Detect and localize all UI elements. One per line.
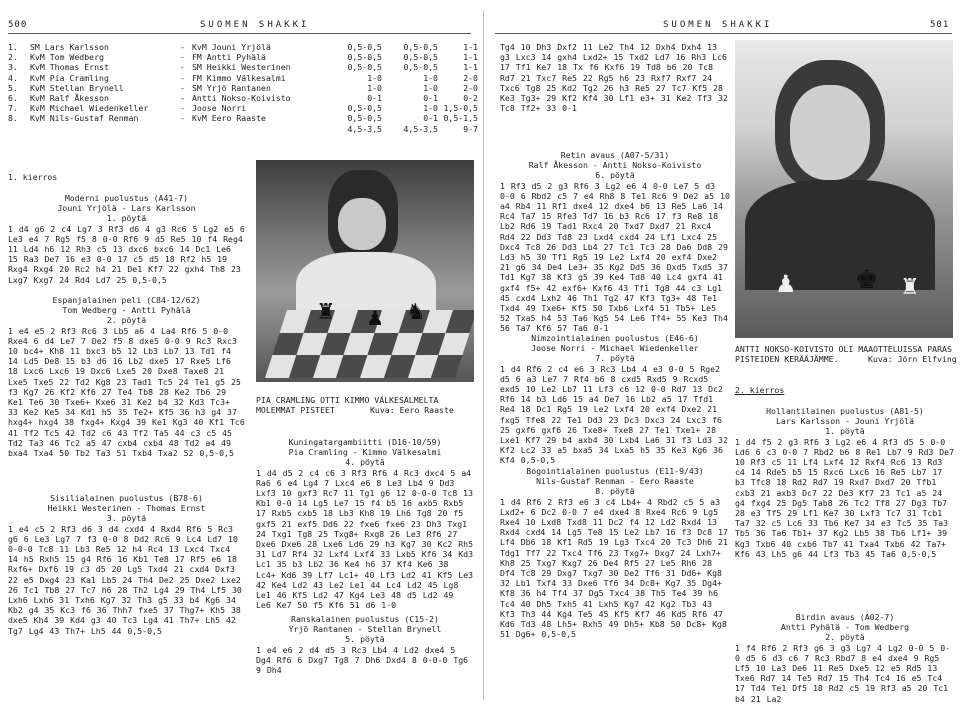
game-title: Hollantilainen puolustus (A81-5) [766,406,924,416]
game-moves: 1 e4 e6 2 d4 d5 3 Rc3 Lb4 4 Ld2 dxe4 5 Dg4 Rf6 6 Dxg7 Tg8 7 Dh6 Dxd4 8 0-0-0 Tg6 9 Dh4 [256,644,469,676]
game-board: 2. pöytä [825,632,865,643]
pairing-separator: - [180,82,185,93]
game-moves: 1 e4 e5 2 Rf3 Rc6 3 Lb5 a6 4 La4 Rf6 5 0-0 Rxe4 6 d4 Le7 7 De2 f5 8 dxe5 0-0 9 Rc3 Rxc3 10 bc4+ Kh8 11 bxc3 b5 12 Lb3 Lb7 13 Td1 f4 14 Ld5 De8 15 b3 d6 16 Lb2 dxe5 17 Rxe5 Lf6 18 Lxc6 Lxc6 19 Dxc6 Lxe5 20 Dxe8 Taxe8 21 Lxe5 Txe5 22 Td2 Kg8 23 Tad1 Tc5 24 Te1 g5 25 f3 Kg7 26 Kf2 Kf6 27 Te4 Tb8 28 Ke2 Tb6 29 Ke1 Te6 30 Txe6+ Kxe6 31 Ke2 b4 32 Kd3 Tc3+ 33 Ke2 Ke5 34 Kd1 h5 35 Te2+ Kf5 36 h3 g4 37 hxg4+ hxg4 38 fxg4+ Kxg4 39 Ke1 Kg3 40 Kf1 Tc6 41 Tf2 Tc5 42 Td2 c6 43 Tf2 Ta5 44 c3 c5 45 Td2 Ta3 46 Tc2 a5 47 cxb4 cxb4 48 Td2 a4 49 bxa4 Txa4 50 Tb2 Ta3 51 Txb4 Txa2 52 0,5-0,5 [8,325,245,459]
pairing-number: 8. [8,113,18,124]
pairing-separator: - [180,52,185,63]
chess-piece-icon: ♚ [855,265,879,295]
pairing-white: KvM Nils-Gustaf Renman [30,113,139,124]
pairing-row [8,62,478,72]
game-board: 6. pöytä [595,170,635,181]
photo-right-credit: Kuva: Jörn Elfving [868,354,957,364]
game-board: 7. pöytä [595,353,635,364]
photo-right-caption: ANTTI NOKSO-KOIVISTO OLI MAAOTTELUISSA PARAS PISTEIDEN KERÄÄJÄMME. [735,344,952,365]
pairing-number: 6. [8,93,18,104]
game-players: Heikki Westerinen - Thomas Ernst [47,503,206,514]
page-number-left: 500 [8,20,28,30]
game-6 [500,150,730,334]
pairing-result-2: 1-0 [423,103,438,114]
pairing-result-2: 1-0 [423,82,438,93]
pairing-white: SM Lars Karlsson [30,42,109,52]
pairing-black: SM Yrjö Rantanen [192,82,271,93]
pairing-total: 2-0 [463,72,478,83]
chess-piece-icon: ♞ [406,300,426,325]
pairing-white: KvM Tom Wedberg [30,52,104,63]
running-title-left: SUOMEN SHAKKI [200,20,310,30]
pairing-total: 1,5-0,5 [443,103,478,114]
pairing-result-2: 0,5-0,5 [403,52,438,63]
game-title: Nimzointialainen puolustus (E46-6) [531,333,699,343]
game-board: 4. pöytä [345,457,385,468]
totals-total: 9-7 [463,123,478,134]
pairing-white: KvM Thomas Ernst [30,62,109,73]
game-moves: 1 e4 c5 2 Rf3 d6 3 d4 cxd4 4 Rxd4 Rf6 5 Rc3 g6 6 Le3 Lg7 7 f3 0-0 8 Dd2 Rc6 9 Lc4 Ld7 10 0-0-0 Tc8 11 Lb3 Re5 12 h4 Rc4 13 Lxc4 Txc4 14 h5 Rxh5 15 g4 Rf6 16 Kb1 Te8 17 Rf5 e6 18 Rxf6+ Dxf6 19 c3 d5 20 Lg5 Txd4 21 cxd4 Dxf3 22 e5 Dxg4 23 Ka1 Lb5 24 Th4 De2 25 Dxe2 Lxe2 26 Tc1 Tb8 27 Tc7 h6 28 Th2 Lg4 29 Th4 Lf5 30 Lxh6 Lxh6 31 Txh6 Kg7 32 Th3 g5 33 b4 Kg6 34 Kb2 g4 35 Kc3 f6 36 Thh7 fxe5 37 Thg7+ Kh5 38 dxe5 Kh4 39 Kd4 g3 40 Tc3 Lg4 41 Th7+ Lh5 42 Tg7 Lg4 43 Th7+ Lh5 44 0,5-0,5 [8,523,242,636]
round-1-label: 1. kierros [8,172,58,182]
game-players: Lars Karlsson - Jouni Yrjölä [775,416,915,427]
chess-piece-icon: ♟ [366,306,384,330]
pairing-total: 1-1 [463,62,478,73]
pairing-black: KvM Jouni Yrjölä [192,42,271,52]
photo-left-caption: PIA CRAMLING OTTI KIMMO VÄLKESALMELTA MOLEMMAT PISTEET [256,395,439,416]
totals-result-1: 4,5-3,5 [347,123,382,134]
pairing-result-1: 0,5-0,5 [347,62,382,73]
game-title: Kuningatargambiitti (D16-10/59) [288,437,442,447]
pairing-separator: - [180,93,185,104]
pairing-total: 2-0 [463,82,478,93]
gutter [483,10,484,700]
pairing-number: 7. [8,103,18,114]
game-players: Joose Norri - Michael Wiedenkeller [531,343,699,354]
pairing-result-2: 0,5-0,5 [403,42,438,52]
game-2 [8,295,245,458]
game-title: Retin avaus (A07-5/31) [560,150,670,160]
pairing-result-2: 0,5-0,5 [403,62,438,73]
pairing-row [8,113,478,123]
game-5-continued: Tg4 10 Dh3 Dxf2 11 Le2 Th4 12 Dxh4 Dxh4 13 g3 Lxc3 14 gxh4 Lxd2+ 15 Txd2 Ld7 16 Rh3 Lc6 17 Tf1 Ke7 18 Tx f6 Kxf6 19 Td8 b6 20 Tc8 Rd7 21 Txc7 Re5 22 Rg5 h6 23 Rxf7 Rxf7 24 Txc6 Tg8 25 Kd2 Tg2 26 h3 Re5 27 Tc7 Kf5 28 Ke3 Tg3+ 29 Kf2 Kf4 30 Lf1 e3+ 31 Ke2 Tf3 32 Tc8 Tf2+ 33 0-1 [500,42,728,114]
game-players: Jouni Yrjölä - Lars Karlsson [57,203,196,214]
game-8 [500,466,730,639]
pairing-result-2: 0-1 [423,113,438,124]
chess-piece-icon: ♜ [900,275,920,300]
pairing-black: SM Heikki Westerinen [192,62,291,73]
pairing-result-1: 0,5-0,5 [347,103,382,114]
game-players: Ralf Åkesson - Antti Nokso-Koivisto [528,160,702,171]
game-board: 1. pöytä [106,213,147,224]
game-moves: 1 d4 Rf6 2 c4 e6 3 Rc3 Lb4 4 e3 0-0 5 Rge2 d5 6 a3 Le7 7 Rf4 b6 8 cxd5 Rxd5 9 Rcxd5 exd5 10 Le2 Lb7 11 Lf3 c6 12 0-0 Rd7 13 Dc2 Rf6 14 b3 Ld6 15 a4 De7 16 Lb2 a5 17 Tfd1 Re4 18 Dc1 Rg5 19 Le2 Lxf4 20 exf4 Dxe2 21 fxg5 Tfe8 22 Te1 Dd3 23 Dc3 Dxc3 24 Lxc3 f6 25 gxf6 gxf6 26 Txe8+ Txe8 27 Te1 Txe1+ 28 Lxe1 Kf7 29 b4 axb4 30 Lxb4 La6 31 f3 Ld3 32 Kf2 Lc2 33 a5 bxa5 34 Lxa5 h5 35 Ke3 Kg6 36 Kf4 0,5-0,5 [500,363,728,466]
pairing-row [8,103,478,113]
game-title: Bogointialainen puolustus (E11-9/43) [526,466,704,476]
totals-result-2: 4,5-3,5 [403,123,438,134]
pairing-row [8,73,478,83]
pairing-separator: - [180,42,185,52]
pairing-black: Antti Nokso-Koivisto [192,93,291,104]
game-board: 1. pöytä [825,426,865,437]
header-rule-left [8,33,471,34]
pairing-total: 1-1 [463,42,478,52]
pairing-black: FM Kimmo Välkesalmi [192,72,286,83]
game-board: 5. pöytä [345,634,385,645]
game-players: Nils-Gustaf Renman - Eero Raaste [536,476,694,487]
pairing-white: KvM Ralf Åkesson [30,93,109,104]
pairing-black: Joose Norri [192,103,247,114]
game-title: Ranskalainen puolustus (C15-2) [291,614,439,624]
game-board: 8. pöytä [595,486,635,497]
game-players: Antti Pyhälä - Tom Wedberg [780,622,910,633]
game-3 [8,493,245,636]
game-7 [500,333,730,466]
pairing-number: 4. [8,72,18,83]
photo-left-credit: Kuva: Eero Raaste [370,405,454,415]
pairing-separator: - [180,72,185,83]
pairing-total: 1-1 [463,52,478,63]
page-number-right: 501 [930,20,950,30]
chess-piece-icon: ♟ [775,270,797,298]
game-title: Sisilialainen puolustus (B78-6) [50,493,203,503]
pairings-table [8,42,478,134]
totals-row [8,124,478,134]
pairing-black: FM Antti Pyhälä [192,52,266,63]
round2-game-2 [735,612,955,704]
pairing-result-1: 0,5-0,5 [347,42,382,52]
pairing-result-1: 0-1 [367,93,382,104]
pairing-row [8,42,478,52]
game-moves: 1 d4 f5 2 g3 Rf6 3 Lg2 e6 4 Rf3 d5 5 0-0 Ld6 6 c3 0-0 7 Rbd2 b6 8 Re1 Lb7 9 Rd3 De7 10 Rf3 c5 11 Lf4 Lxf4 12 Rxf4 Rc6 13 Rd3 c4 14 Rde5 b5 15 Rxc6 Lxc6 16 Re5 Lb7 17 b3 Tfc8 18 Rd2 Rd7 19 Rxd7 Dxd7 20 Tfb1 cxb3 21 axb3 Dc7 22 De3 Kf7 23 Tc1 a5 24 g4 fxg4 25 Dg5 Tab8 26 Tc2 Tf8 27 Dg3 Tb7 28 e3 Tf5 29 Lf1 Ke7 30 Lxf3 Tc7 31 Tcb1 Ta7 32 c5 Lc6 33 Tb6 Ke7 34 e3 Tc5 35 Ta3 Tb5 36 Ta6 Tb1+ 37 Kg2 Lb5 38 Tb6 Lf1+ 39 Kg3 Txb6 40 cxb6 Tb7 41 Txa4 Txb6 42 Ta7+ Kf6 43 Lh5 g6 44 Lf3 Tb3 45 Ta6 0,5-0,5 [735,436,955,559]
pairing-number: 3. [8,62,18,73]
pairing-separator: - [180,113,185,124]
game-moves: 1 f4 Rf6 2 Rf3 g6 3 g3 Lg7 4 Lg2 0-0 5 0-0 d5 6 d3 c6 7 Rc3 Rbd7 8 e4 dxe4 9 Rg5 Lf5 10 La3 De6 11 Re5 Dxe5 12 e5 Rd5 13 Txe6 Rd7 14 Te5 Rd7 15 Th4 Tc4 16 e5 Tc4 17 Td4 Te1 Df5 18 Rd2 c5 19 Rf3 a5 20 Tc1 b4 21 La2 [735,642,951,704]
pairing-total: 0-2 [463,93,478,104]
game-moves: 1 d4 d5 2 c4 c6 3 Rf3 Rf6 4 Rc3 dxc4 5 a4 Ra6 6 e4 Lg4 7 Lxc4 e6 8 Le3 Lb4 9 Dd3 Lxf3 10 gxf3 Rc7 11 Tg1 g6 12 0-0-0 Tc8 13 Kb1 0-0 14 Lg5 Le7 15 f4 b5 16 axb5 Rxb5 17 Rxb5 cxb5 18 Lb3 Kh8 19 Lh6 Tg8 20 f5 gxf5 21 exf5 Dd6 22 fxe6 fxe6 23 Dh3 Txg1 24 Txg1 Tg8 25 Txg8+ Rxg8 26 Le3 Rf6 27 Dxe6 Dxe6 28 Lxe6 Ld6 29 h3 Kg7 30 Kc2 Rh5 31 Ld7 Rf4 32 Lxf4 Lxf4 33 Lxb5 Kf6 34 Kd3 Lc1 35 b3 Lb2 36 Ke4 h6 37 Kf4 Ke6 38 Lc4+ Kd6 39 Lf7 Lc1+ 40 Lf3 Ld2 41 Kf5 Le3 42 Ke4 Ld2 43 Le2 Le1 44 Lc4 Ld2 45 Lg8 Le1 46 Kf5 Ld2 47 Kg4 Le3 48 d5 Ld2 49 Le6 Ke7 50 f5 Kf6 51 d6 1-0 [256,467,474,611]
pairing-row [8,83,478,93]
game-5 [256,614,474,675]
game-title: Birdin avaus (A02-7) [795,612,895,622]
pairing-result-1: 1-0 [367,82,382,93]
pairing-white: KvM Stellan Brynell [30,82,124,93]
game-players: Pia Cramling - Kimmo Välkesalmi [288,447,442,458]
photo-nokso-koivisto [735,40,953,338]
pairing-result-2: 0-1 [423,93,438,104]
game-title: Espanjalainen peli (C84-12/62) [52,295,201,305]
pairing-separator: - [180,103,185,114]
game-4 [256,437,474,610]
pairing-black: KvM Eero Raaste [192,113,266,124]
game-1 [8,193,245,285]
pairing-row [8,93,478,103]
round-2-label: 2. kierros [735,385,785,395]
pairing-result-1: 0,5-0,5 [347,52,382,63]
game-board: 3. pöytä [106,513,147,524]
pairing-result-2: 1-0 [423,72,438,83]
game-players: Tom Wedberg - Antti Pyhälä [62,305,191,316]
pairing-white: KvM Pia Cramling [30,72,109,83]
pairing-separator: - [180,62,185,73]
game-moves: 1 d4 Rf6 2 Rf3 e6 3 c4 Lb4+ 4 Rbd2 c5 5 a3 Lxd2+ 6 Dc2 0-0 7 e4 dxe4 8 Rxe4 Rc6 9 Lg5 Rxe4 10 Lxd8 Txd8 11 Dc2 f4 12 Ld2 Rxd4 13 Rxd4 cxd4 14 Lg5 Te8 15 Le2 Lb7 16 f3 Dc8 17 Lf4 Db6 18 Kf1 Rd5 19 Lg3 Txc4 20 Tc3 Dh6 21 Tdg1 Tf7 22 Txc4 Tf6 23 Txg7+ Dxg7 24 Lxh7+ Kh8 25 Txg7 Kxg7 26 De4 Rf5 27 Le5 Rh6 28 Df4 Tc8 29 Dxg7 Txg7 30 De2 Tf6 31 Dd6+ Kg8 32 Lb1 Txf4 33 Dxe6 Tf6 34 Dc8+ Kg7 35 Dg4+ Kf8 36 h4 Tf4 37 Dg5 Txc4 38 Th5 Te4 39 h6 Tc4 40 Dh5 Txh5 41 Lxh5 Kg7 42 Kg2 Tb3 43 Kf3 Th3 44 Kg4 Te5 45 Kf5 Kf7 46 Kd5 Rf6 47 Kd6 Td3 48 Lh5+ Rxh5 49 Dh5+ Kb8 50 Dc8+ Kg8 51 Dg6+ 0,5-0,5 [500,496,728,640]
game-players: Yrjö Rantanen - Stellan Brynell [288,624,442,635]
chess-piece-icon: ♜ [316,300,336,325]
photo-cramling [256,160,474,382]
pairing-result-1: 0,5-0,5 [347,113,382,124]
pairing-number: 5. [8,82,18,93]
pairing-white: KvM Michael Wiedenkeller [30,103,149,114]
header-rule-right [495,33,952,34]
running-title-right: SUOMEN SHAKKI [663,20,773,30]
game-board: 2. pöytä [106,315,147,326]
round2-game-1 [735,406,955,559]
game-moves: 1 Rf3 d5 2 g3 Rf6 3 Lg2 e6 4 0-0 Le7 5 d3 0-0 6 Rbd2 c5 7 e4 Rh8 8 Te1 Rc6 9 De2 a5 10 a4 Rb4 11 Rf1 dxe4 12 dxe4 b6 13 Re5 La6 14 Rc4 Ta7 15 Rfe3 Td7 16 b3 Rc6 17 f3 Re8 18 Lb2 Rd6 19 Tad1 Rxc4 20 Txd7 Dxd7 21 Rxc4 Rd4 22 Dd3 Td8 23 Lxd4 cxd4 24 Lf1 Lxc4 25 Dxc4 Tc8 26 Dd3 Lb4 27 Tc1 Tc3 28 Da6 Dd8 29 Ld3 h5 30 Tf1 Rg5 19 Le2 Lxf4 20 exf4 Dxe2 21 g6 34 De4 Le3+ 35 Kg2 Dd5 36 Dxd5 Txd5 37 Td1 Kg7 38 Kf3 g5 39 Ke4 Td8 40 Lc4 gxf4 41 gxf4 f5+ 42 exf6+ Kxf6 43 Tf1 Tg8 44 c3 Lg1 45 cxd4 Lxh2 46 Th1 Tg2 47 Kf3 Tg3+ 48 Te1 Txd4 49 Txe6+ Kf5 50 Txb6 Lxf4 51 Tb5+ Le5 52 Txa5 h4 53 Ta6 Kg5 54 Le6 Tf4+ 55 Ke3 Th4 56 Ta7 Kf6 57 Ta6 0-1 [500,180,730,334]
pairing-result-1: 1-0 [367,72,382,83]
pairing-row [8,52,478,62]
pairing-number: 2. [8,52,18,63]
game-title: Moderni puolustus (A41-7) [64,193,189,203]
pairing-number: 1. [8,42,18,52]
pairing-total: 0,5-1,5 [443,113,478,124]
game-moves: 1 d4 g6 2 c4 Lg7 3 Rf3 d6 4 g3 Rc6 5 Lg2 e5 6 Le3 e4 7 Rg5 f5 8 0-0 Rf6 9 d5 Re5 10 f4 Reg4 11 Ld4 h6 12 Rh3 c5 13 dxc6 bxc6 14 Dc1 Le6 15 Ra3 De7 16 e3 0-0 17 c5 d5 18 Rf2 h5 19 Rxg4 Rxg4 20 Rc2 h4 21 De1 Kf7 22 gxh4 Th8 23 Lxg7 Kxg7 24 Rd4 Ld7 25 0,5-0,5 [8,223,245,285]
